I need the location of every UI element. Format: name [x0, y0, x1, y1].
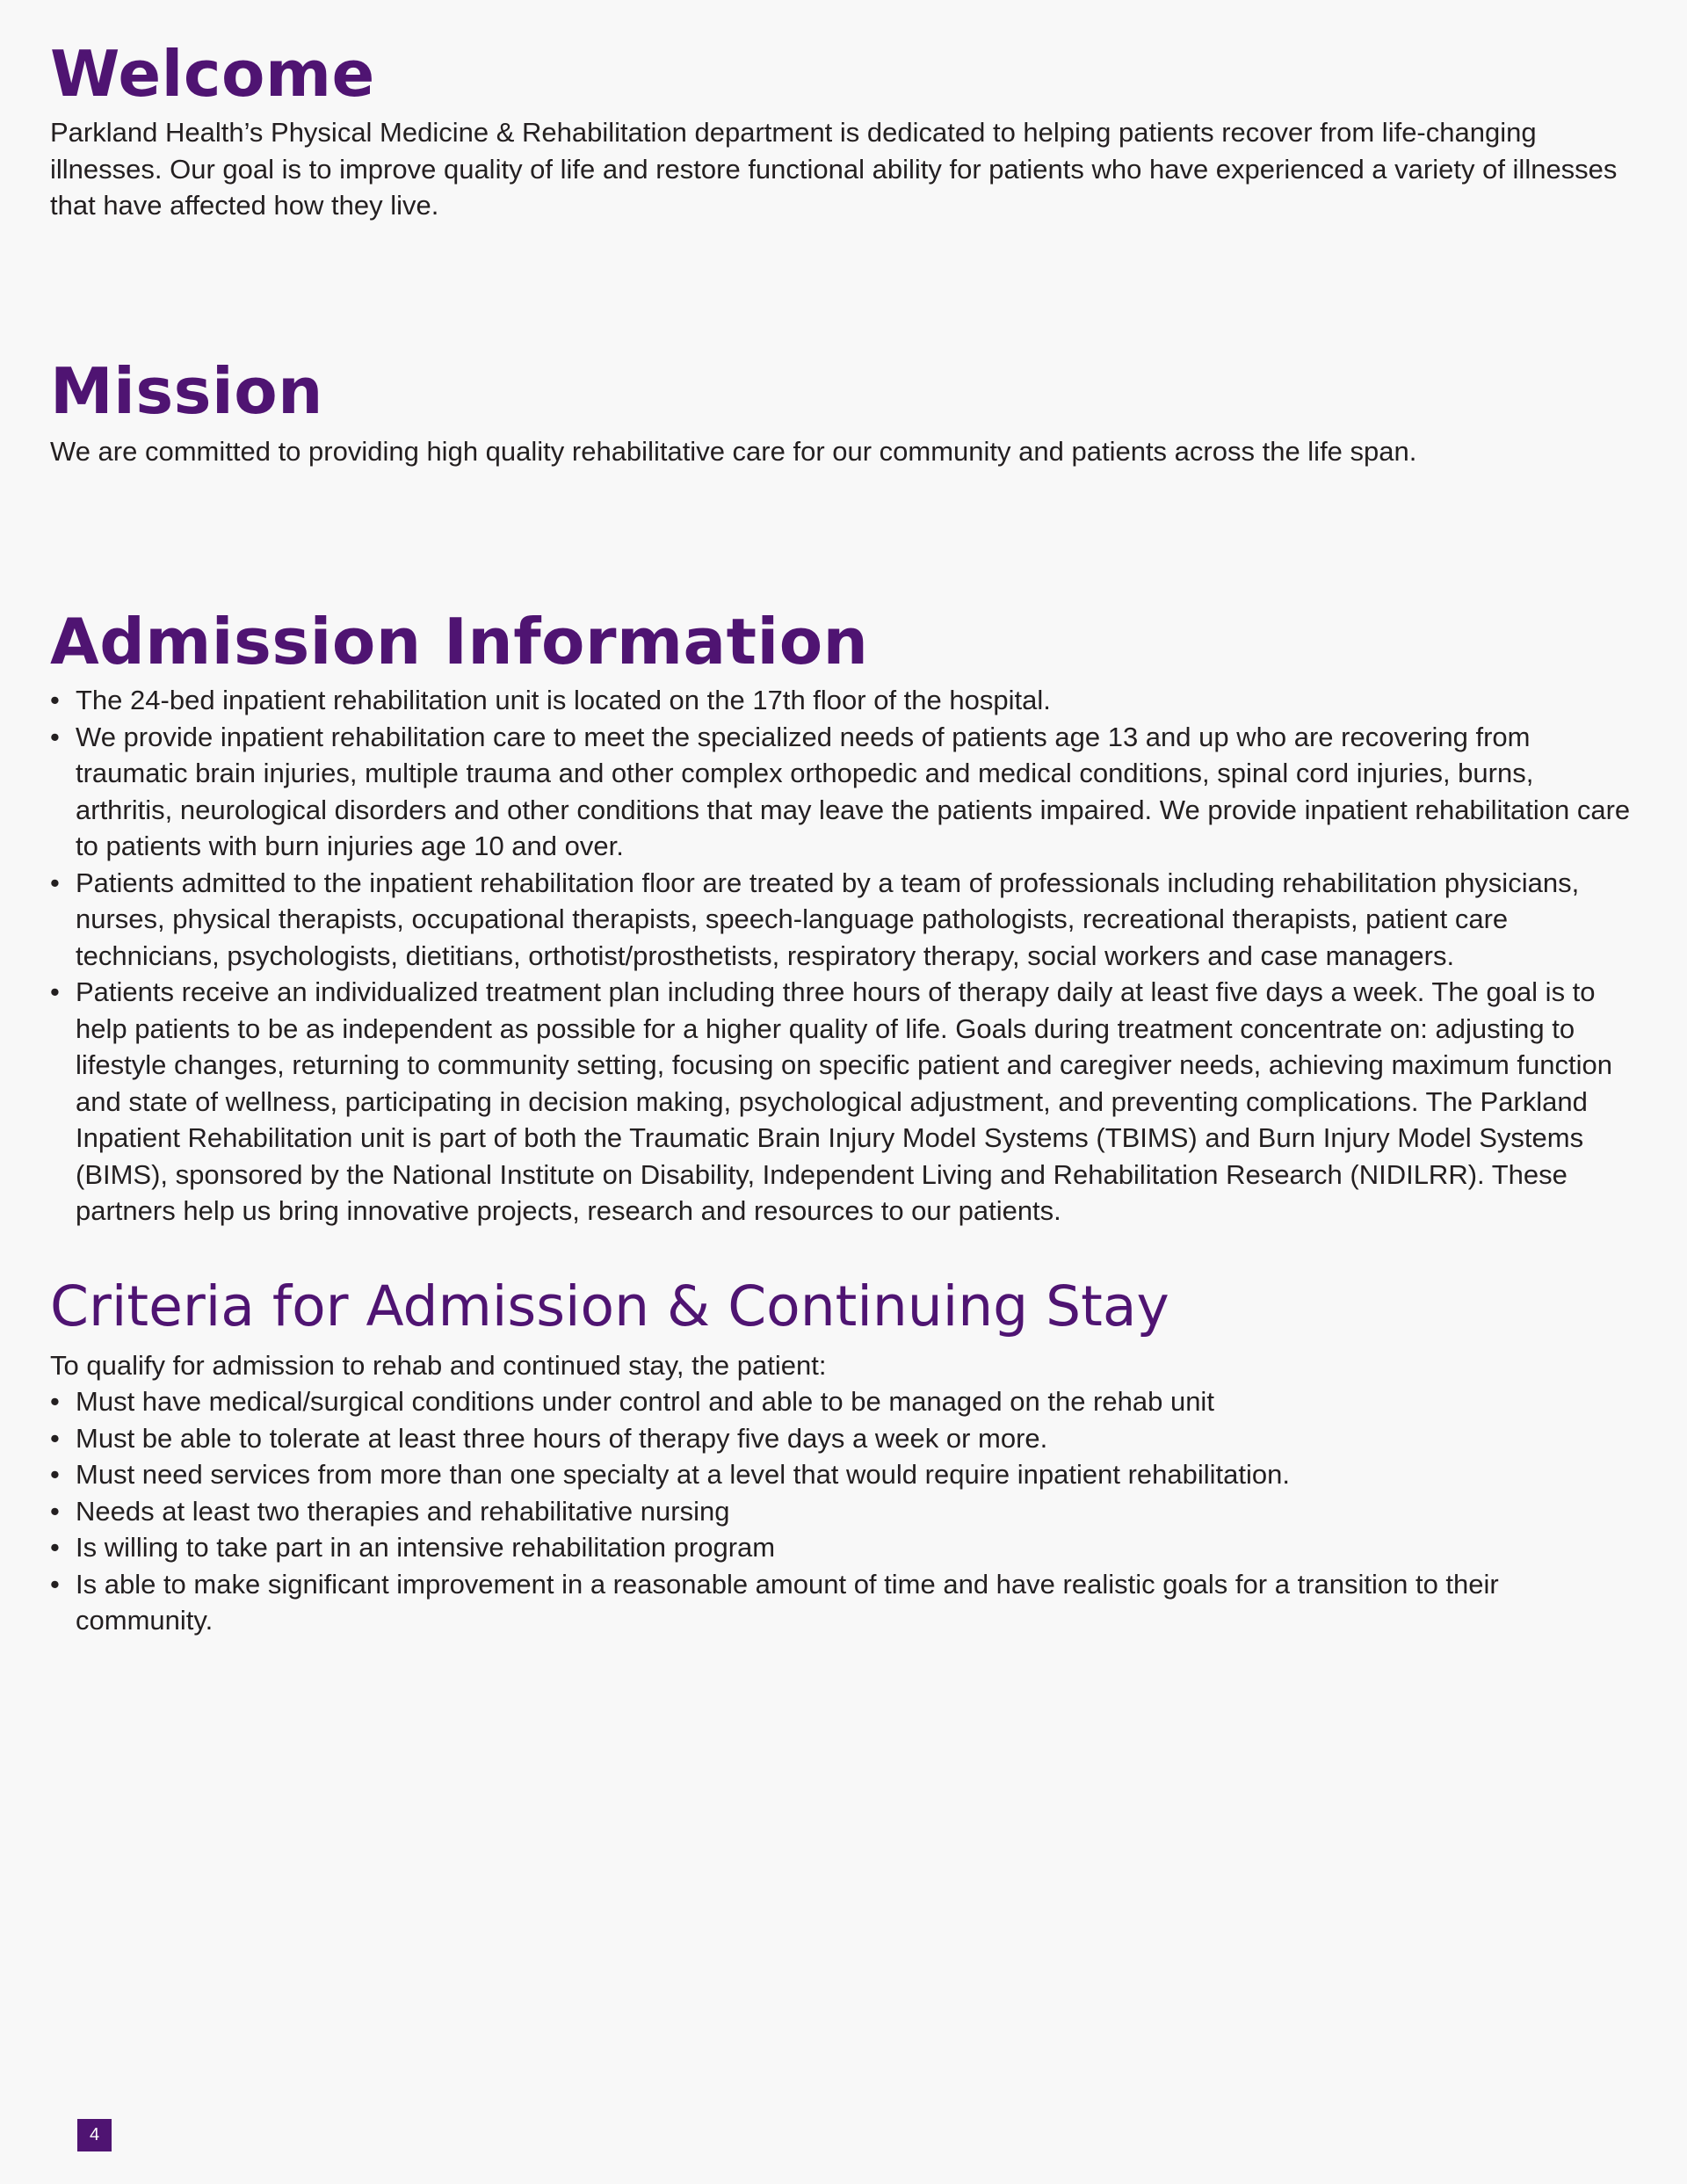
admission-heading: Admission Information — [50, 605, 869, 678]
list-item — [50, 1566, 1632, 1639]
list-item — [50, 719, 1632, 865]
admission-section — [50, 603, 1632, 1230]
welcome-section — [50, 35, 1632, 224]
list-item-text: The 24-bed inpatient rehabilitation unit is located on the 17th floor of the hospital. — [76, 685, 1051, 715]
list-item — [50, 1493, 1632, 1530]
welcome-paragraph: Parkland Health’s Physical Medicine & Rehabilitation department is dedicated to helping patients recover from life-changing illnesses. Our goal is to improve quality of life and restore functional ability for patients who have experienced a variety of illnesses that have affected how they live. — [50, 117, 1618, 221]
bullet-icon: • — [50, 867, 60, 898]
list-item-text: Must be able to tolerate at least three hours of therapy five days a week or more. — [76, 1422, 1048, 1454]
mission-heading: Mission — [50, 353, 323, 428]
list-item — [50, 974, 1632, 1230]
mission-paragraph: We are committed to providing high quality rehabilitative care for our community and patients across the life span. — [50, 435, 1417, 467]
list-item-text: Needs at least two therapies and rehabilitative nursing — [76, 1495, 730, 1527]
bullet-icon: • — [50, 685, 60, 715]
bullet-icon: • — [50, 1568, 60, 1600]
list-item-text: Patients admitted to the inpatient rehabilitation floor are treated by a team of professionals including rehabilitation physicians, nurses, physical therapists, occupational therapists, speech-language pathologists, recreational therapists, patient care technicians, psychologists, dietitians, orthotist/prosthetists, respiratory therapy, social workers and case managers. — [76, 867, 1580, 971]
list-item — [50, 682, 1632, 719]
mission-section — [50, 352, 1632, 470]
bullet-icon: • — [50, 1532, 60, 1563]
list-item — [50, 1529, 1632, 1566]
bullet-icon: • — [50, 976, 60, 1007]
list-item-text: Is able to make significant improvement in a reasonable amount of time and have realistic goals for a transition to their community. — [76, 1568, 1499, 1636]
criteria-section — [50, 1272, 1632, 1639]
page-number-badge: 4 — [77, 2119, 112, 2151]
list-item-text: Is willing to take part in an intensive rehabilitation program — [76, 1532, 776, 1563]
bullet-icon: • — [50, 721, 60, 752]
document-page — [50, 35, 1632, 1639]
criteria-list — [50, 1383, 1632, 1639]
list-item-text: Patients receive an individualized treatment plan including three hours of therapy daily at least five days a week. The goal is to help patients to be as independent as possible for a higher quality of life. Goals during treatment concentrate on: adjusting to lifestyle changes, returning to community setting, focusing on specific patient and caregiver needs, achieving maximum function and state of wellness, participating in decision making, psychological adjustment, and preventing complications. The Parkland Inpatient Rehabilitation unit is part of both the Traumatic Brain Injury Model Systems (TBIMS) and Burn Injury Model Systems (BIMS), sponsored by the National Institute on Disability, Independent Living and Rehabilitation Research (NIDILRR). These partners help us bring innovative projects, research and resources to our patients. — [76, 976, 1612, 1226]
bullet-icon: • — [50, 1386, 60, 1417]
list-item — [50, 1456, 1632, 1493]
welcome-heading: Welcome — [50, 37, 375, 111]
list-item-text: We provide inpatient rehabilitation care to meet the specialized needs of patients age 13 and up who are recovering from traumatic brain injuries, multiple trauma and other complex orthopedic and medical conditions, spinal cord injuries, burns, arthritis, neurological disorders and other conditions that may leave the patients impaired. We provide inpatient rehabilitation care to patients with burn injuries age 10 and over. — [76, 721, 1631, 861]
list-item — [50, 865, 1632, 975]
criteria-heading: Criteria for Admission & Continuing Stay — [50, 1273, 1169, 1339]
criteria-intro: To qualify for admission to rehab and continued stay, the patient: — [50, 1349, 827, 1381]
bullet-icon: • — [50, 1422, 60, 1454]
admission-list — [50, 682, 1632, 1230]
bullet-icon: • — [50, 1495, 60, 1527]
bullet-icon: • — [50, 1459, 60, 1490]
list-item-text: Must need services from more than one specialty at a level that would require inpatient rehabilitation. — [76, 1459, 1290, 1490]
list-item — [50, 1383, 1632, 1420]
list-item-text: Must have medical/surgical conditions under control and able to be managed on the rehab unit — [76, 1386, 1214, 1417]
list-item — [50, 1420, 1632, 1457]
